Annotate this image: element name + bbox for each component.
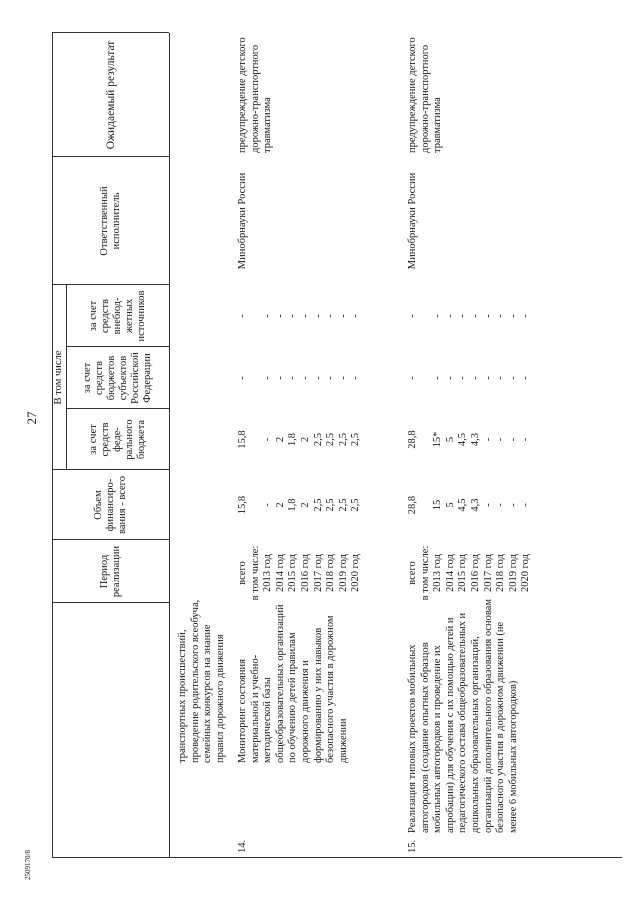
period: всего	[407, 561, 418, 585]
value	[250, 347, 263, 409]
value: 2,5	[337, 498, 349, 512]
value: 5	[444, 436, 456, 443]
period: всего	[237, 561, 248, 585]
value: -	[520, 314, 532, 318]
col-divider-offbudget	[66, 346, 169, 347]
value: -	[432, 376, 444, 380]
value: 2,5	[350, 498, 362, 512]
header-bottom-border	[169, 33, 170, 858]
value: -	[520, 376, 532, 380]
value: 15,8	[237, 495, 248, 515]
row-15-total	[407, 470, 533, 540]
row-14-result: предупреждение детского дорожно-транспортного травматизма	[237, 37, 274, 153]
value: -	[507, 503, 519, 507]
value: 15	[432, 499, 444, 511]
value: -	[312, 376, 324, 380]
row-14-number: 14.	[237, 839, 248, 853]
row-15-offbudget	[407, 285, 533, 347]
value: -	[495, 503, 507, 507]
period: 2017 год	[312, 554, 324, 592]
value: -	[287, 376, 299, 380]
value: -	[520, 503, 532, 507]
page-number: 27	[24, 411, 39, 425]
row-15-responsible: Минобрнауки России	[407, 172, 418, 270]
value: 1,8	[287, 498, 299, 512]
period: 2014 год	[274, 554, 286, 592]
value: -	[444, 314, 456, 318]
row-14-federal	[237, 409, 363, 470]
period: 2019 год	[337, 554, 349, 592]
value: -	[507, 437, 519, 442]
value	[250, 409, 263, 470]
value: -	[482, 503, 494, 507]
value: -	[469, 376, 481, 380]
row-15-periods	[407, 540, 533, 606]
value: 15*	[432, 431, 444, 448]
table-left-border	[52, 857, 622, 858]
period: в том числе:	[249, 545, 261, 601]
header-including: В том числе	[53, 350, 64, 405]
value	[420, 470, 433, 540]
value: 2,5	[312, 498, 324, 512]
period: 2014 год	[444, 554, 456, 592]
row-14-total	[237, 470, 363, 540]
value: 4,5	[457, 498, 469, 512]
value: -	[495, 437, 507, 442]
header-result: Ожидаемый результат	[104, 40, 117, 150]
period: 2013 год	[262, 554, 274, 592]
value: -	[274, 314, 286, 318]
value: -	[262, 314, 274, 318]
value: 28,8	[407, 495, 418, 515]
value: -	[444, 376, 456, 380]
value: -	[287, 314, 299, 318]
period: 2020 год	[350, 554, 362, 592]
period: 2013 год	[432, 554, 444, 592]
value: -	[325, 376, 337, 380]
value: -	[337, 314, 349, 318]
value: -	[482, 376, 494, 380]
period: 2019 год	[507, 554, 519, 592]
value: -	[325, 314, 337, 318]
value: -	[495, 376, 507, 380]
value: -	[262, 437, 274, 442]
row-14-event: Мониторинг состояния материальной и учебно-методической базы общеобразовательных организаций по обучению детей правилам дорожного движения и формированию у них навыков безопасного участия в дорожном движении	[237, 604, 349, 763]
value: 2	[299, 502, 311, 508]
row-14-responsible: Минобрнауки России	[237, 172, 248, 270]
value	[250, 285, 263, 347]
value: 4,5	[457, 432, 469, 447]
row-15-regional	[407, 347, 533, 409]
row-14-offbudget	[237, 285, 363, 347]
row-15-result: предупреждение детского дорожно-транспортного травматизма	[407, 37, 444, 153]
value: 2,5	[312, 432, 324, 447]
value: 2,5	[325, 432, 337, 447]
period: в том числе:	[419, 545, 431, 601]
period: 2016 год	[299, 554, 311, 592]
value: 2	[274, 502, 286, 508]
value: -	[520, 437, 532, 442]
value: -	[299, 376, 311, 380]
value: -	[482, 314, 494, 318]
continuation-text: транспортных происшествий, проведение родительского всеобуча, семейных конкурсов на знание правил дорожного движения	[177, 599, 226, 763]
value: -	[237, 376, 248, 380]
value: -	[262, 376, 274, 380]
value: -	[237, 314, 248, 318]
value: 5	[444, 502, 456, 508]
value: -	[312, 314, 324, 318]
value: 15,8	[237, 430, 248, 449]
row-14-periods	[237, 540, 363, 606]
value: 2	[274, 436, 286, 443]
value: -	[274, 376, 286, 380]
value: -	[407, 314, 418, 318]
period: 2018 год	[325, 554, 337, 592]
header-regional: за счет средств бюджетов субъектов Российской Федерации	[81, 352, 153, 404]
value: -	[350, 314, 362, 318]
document-code: 2509170/8	[24, 850, 32, 880]
value: 2	[299, 436, 311, 443]
value: -	[407, 376, 418, 380]
header-total: Объем финансиро- вания - всего	[92, 476, 128, 534]
period: 2020 год	[520, 554, 532, 592]
value: -	[457, 314, 469, 318]
value: -	[507, 376, 519, 380]
header-responsible: Ответственный исполнитель	[98, 186, 122, 256]
value: 2,5	[337, 432, 349, 447]
value: 2,5	[350, 432, 362, 447]
header-period: Период реализации	[98, 545, 122, 598]
value: -	[337, 376, 349, 380]
row-15-event: Реализация типовых проектов мобильных автогородков (создание опытных образцов мобильных автогородков и проведение их апробации) для обучения с их помощью детей и педагогического состава общеобразовательных и дошкольных образовательных организаций, организаций дополнительного образования основам безопасного участия в дорожном движении (не менее 6 мобильных автогородков)	[407, 598, 519, 833]
period: 2016 год	[469, 554, 481, 592]
value: -	[507, 314, 519, 318]
value: 2,5	[325, 498, 337, 512]
value: 4,3	[469, 498, 481, 512]
period: 2018 год	[495, 554, 507, 592]
value	[420, 347, 433, 409]
period: 2017 год	[482, 554, 494, 592]
program-table	[52, 33, 622, 858]
period: 2015 год	[287, 554, 299, 592]
value: 1,8	[287, 432, 299, 447]
value	[420, 285, 433, 347]
value: 4,3	[469, 432, 481, 447]
row-15-federal	[407, 409, 533, 470]
col-divider-regional	[66, 408, 169, 409]
value: 28,8	[407, 430, 418, 449]
value: -	[350, 376, 362, 380]
value	[250, 470, 263, 540]
value	[420, 409, 433, 470]
value: -	[432, 314, 444, 318]
value: -	[457, 376, 469, 380]
row-14-regional	[237, 347, 363, 409]
value: -	[469, 314, 481, 318]
value: -	[262, 503, 274, 507]
value: -	[299, 314, 311, 318]
header-federal: за счет средств феде- рального бюджета	[87, 419, 147, 460]
period: 2015 год	[457, 554, 469, 592]
header-offbudget: за счет средств внебюд- жетных источников	[87, 290, 147, 342]
value: -	[482, 437, 494, 442]
value: -	[495, 314, 507, 318]
row-15-number: 15.	[407, 839, 418, 853]
